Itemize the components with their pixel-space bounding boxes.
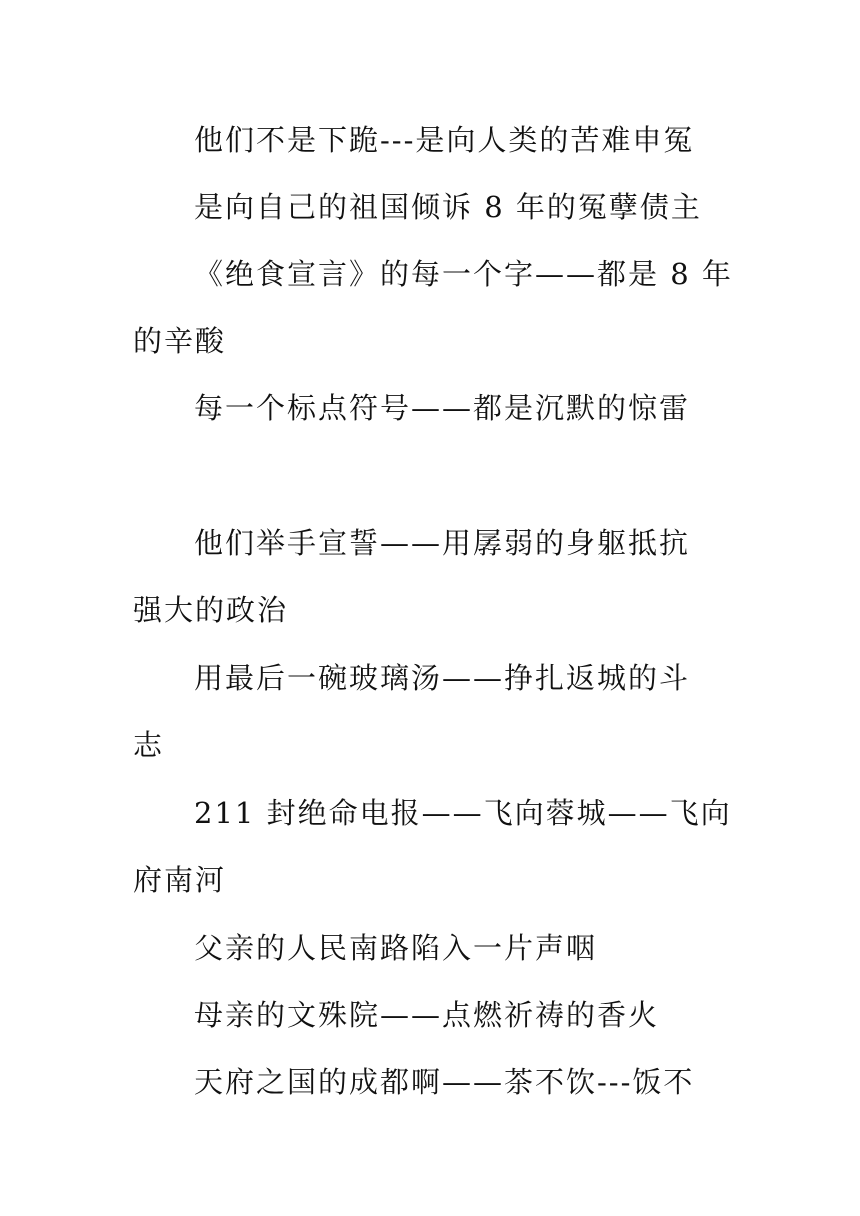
poem-line: 用最后一碗玻璃汤——挣扎返城的斗 [194, 661, 691, 695]
poem-line: 211 封绝命电报——飞向蓉城——飞向 [194, 796, 732, 830]
poem-line: 《绝食宣言》的每一个字——都是 8 年 [194, 257, 733, 291]
poem-line-continuation: 府南河 [133, 863, 227, 897]
poem-line: 每一个标点符号——都是沉默的惊雷 [194, 391, 691, 425]
poem-line: 父亲的人民南路陷入一片声咽 [194, 931, 598, 965]
poem-line: 母亲的文殊院——点燃祈祷的香火 [194, 998, 660, 1032]
poem-line-continuation: 的辛酸 [133, 324, 227, 358]
poem-line: 是向自己的祖国倾诉 8 年的冤孽债主 [194, 190, 702, 224]
poem-line: 天府之国的成都啊——茶不饮---饭不 [194, 1065, 695, 1099]
poem-line: 他们举手宣誓——用孱弱的身躯抵抗 [194, 526, 691, 560]
poem-line-continuation: 志 [133, 728, 165, 762]
poem-line-continuation: 强大的政治 [133, 593, 289, 627]
poem-line: 他们不是下跪---是向人类的苦难申冤 [194, 123, 695, 157]
